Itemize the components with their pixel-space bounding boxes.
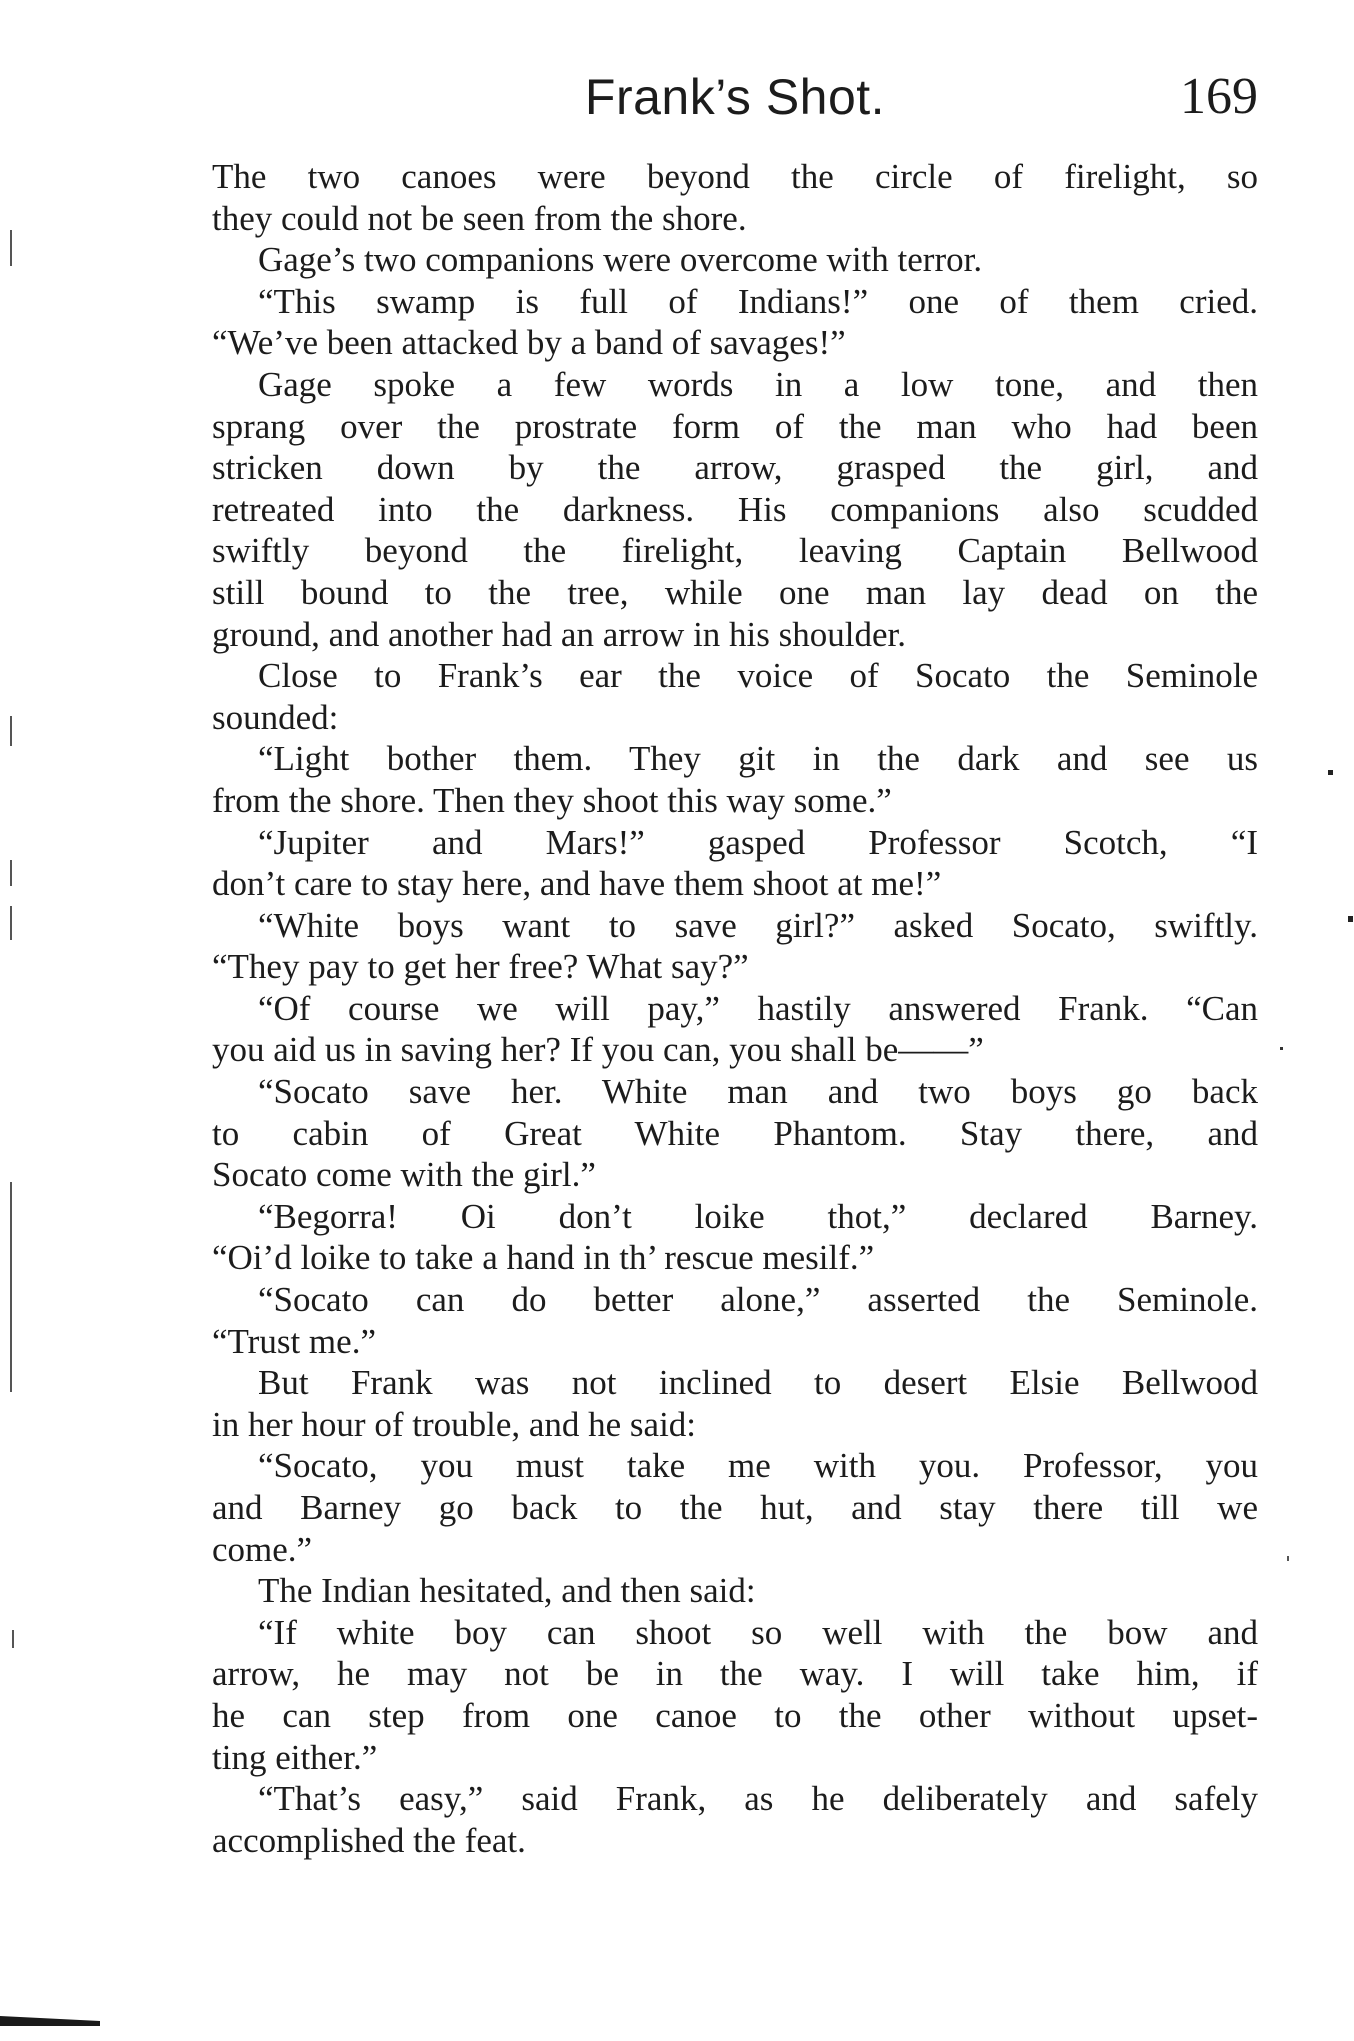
text-line: Gage’s two companions were overcome with terror.: [258, 240, 983, 280]
text-line: “If white boy can shoot so well with the bow and: [258, 1612, 1258, 1652]
margin-dot: [1280, 1047, 1283, 1050]
text-line: still bound to the tree, while one man lay dead on the: [212, 572, 1258, 612]
text-line: Gage spoke a few words in a low tone, and then: [258, 364, 1258, 404]
text-line: “We’ve been attacked by a band of savages!”: [212, 323, 846, 363]
text-line: “Socato save her. White man and two boys go back: [258, 1072, 1258, 1112]
margin-dot: [1328, 770, 1333, 775]
text-line: sounded:: [212, 697, 339, 737]
text-line: ting either.”: [212, 1737, 378, 1777]
text-line: “Trust me.”: [212, 1321, 376, 1361]
text-line: “Socato can do better alone,” asserted the Seminole.: [258, 1280, 1258, 1320]
margin-dot: [1348, 916, 1353, 922]
text-line: The two canoes were beyond the circle of firelight, so: [212, 157, 1258, 196]
text-line: from the shore. Then they shoot this way some.”: [212, 780, 892, 820]
margin-mark: [10, 716, 12, 746]
margin-mark: [10, 230, 12, 266]
text-line: “Of course we will pay,” hastily answered Frank. “Can: [258, 988, 1258, 1028]
margin-dot: [1287, 1556, 1289, 1561]
page-number: 169: [1180, 68, 1258, 125]
text-line: Socato come with the girl.”: [212, 1155, 596, 1195]
text-line: “Oi’d loike to take a hand in th’ rescue mesilf.”: [212, 1238, 875, 1278]
margin-mark: [10, 860, 12, 886]
text-line: come.”: [212, 1529, 313, 1569]
text-line: “Light bother them. They git in the dark and see us: [258, 739, 1258, 779]
chapter-title: Frank’s Shot.: [584, 69, 886, 125]
text-line: “White boys want to save girl?” asked Socato, swiftly.: [258, 905, 1258, 945]
text-line: “This swamp is full of Indians!” one of them cried.: [258, 281, 1258, 321]
text-line: to cabin of Great White Phantom. Stay there, and: [212, 1113, 1258, 1153]
text-line: he can step from one canoe to the other without upset-: [212, 1695, 1258, 1735]
text-line: they could not be seen from the shore.: [212, 198, 747, 238]
text-line: and Barney go back to the hut, and stay there till we: [212, 1488, 1258, 1527]
text-line: in her hour of trouble, and he said:: [212, 1404, 697, 1444]
text-line: “Begorra! Oi don’t loike thot,” declared Barney.: [258, 1196, 1258, 1236]
margin-mark: [10, 1182, 12, 1392]
text-line: you aid us in saving her? If you can, you shall be——”: [212, 1030, 984, 1070]
text-line: retreated into the darkness. His companions also scudded: [212, 489, 1258, 529]
text-line: “That’s easy,” said Frank, as he deliberately and safely: [258, 1779, 1258, 1819]
text-line: stricken down by the arrow, grasped the girl, and: [212, 448, 1258, 488]
margin-mark: [12, 1630, 14, 1648]
running-head: [212, 62, 1258, 132]
margin-mark: [10, 906, 12, 940]
text-line: arrow, he may not be in the way. I will take him, if: [212, 1654, 1258, 1694]
text-line: Close to Frank’s ear the voice of Socato the Seminole: [258, 656, 1258, 696]
text-line: sprang over the prostrate form of the man who had been: [212, 406, 1258, 446]
text-line: “They pay to get her free? What say?”: [212, 947, 749, 987]
text-line: don’t care to stay here, and have them shoot at me!”: [212, 864, 942, 904]
text-line: ground, and another had an arrow in his shoulder.: [212, 614, 907, 654]
text-line: But Frank was not inclined to desert Elsie Bellwood: [258, 1363, 1258, 1403]
text-line: “Jupiter and Mars!” gasped Professor Scotch, “I: [258, 822, 1258, 862]
binding-edge-mark: [0, 2016, 100, 2026]
text-line: The Indian hesitated, and then said:: [258, 1571, 756, 1611]
text-line: accomplished the feat.: [212, 1820, 526, 1860]
text-line: “Socato, you must take me with you. Professor, you: [258, 1446, 1258, 1486]
text-line: swiftly beyond the firelight, leaving Captain Bellwood: [212, 531, 1258, 571]
body-text: [212, 156, 1258, 1861]
